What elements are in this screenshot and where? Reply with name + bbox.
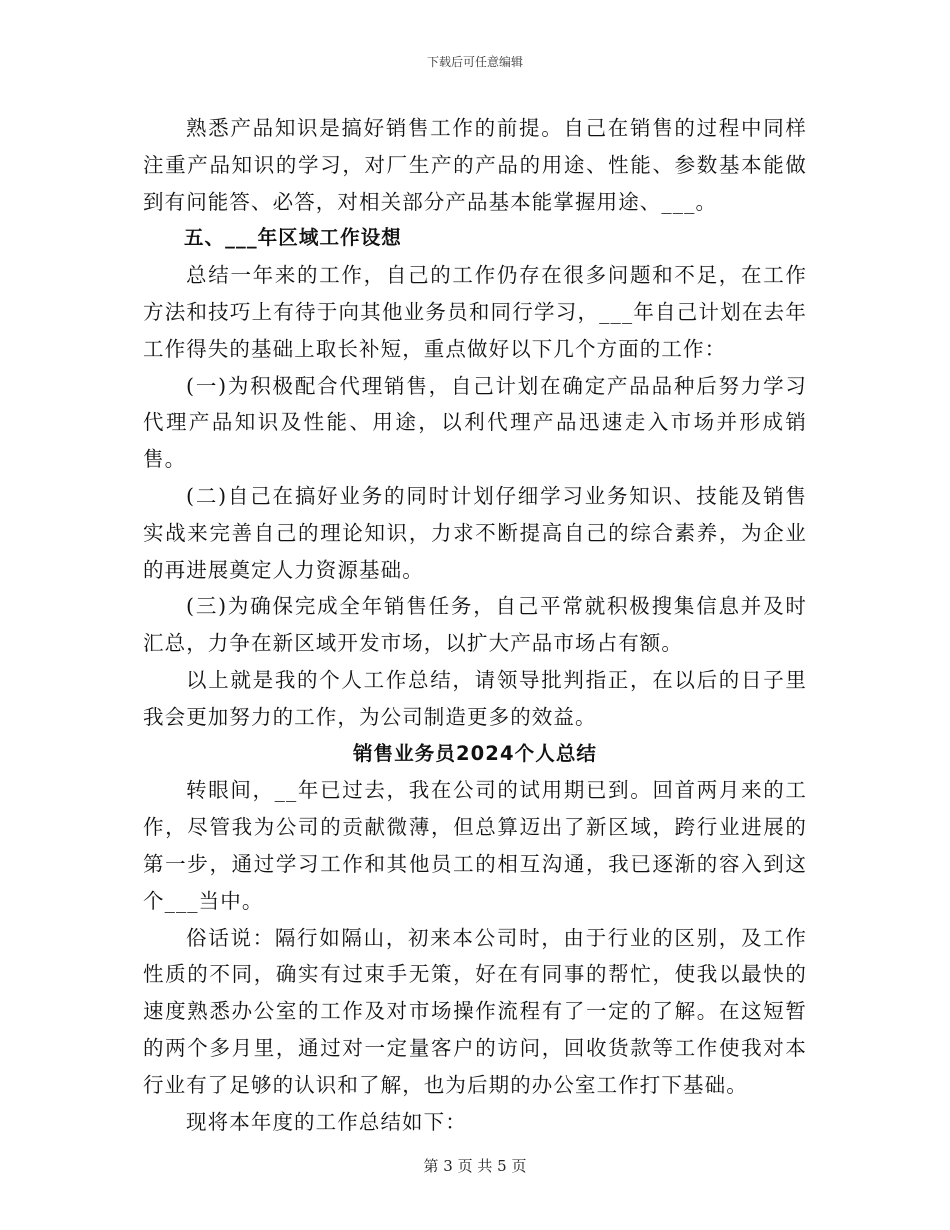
paragraph-closing: 以上就是我的个人工作总结，请领导批判指正，在以后的日子里我会更加努力的工作，为公司制造更多的效益。 — [143, 667, 807, 729]
paragraph-proverb: 俗话说：隔行如隔山，初来本公司时，由于行业的区别，及工作性质的不同，确实有过束手无策，好在有同事的帮忙，使我以最快的速度熟悉办公室的工作及对市场操作流程有了一定的了解。在这短暂的两个多月里，通过对一定量客户的访问，回收货款等工作使我对本行业有了足够的认识和了解，也为后期的办公室工作打下基础。 — [143, 925, 807, 1097]
paragraph-plan-item-1: (一)为积极配合代理销售，自己计划在确定产品品种后努力学习代理产品知识及性能、用途，以利代理产品迅速走入市场并形成销售。 — [143, 373, 807, 472]
page-number-footer: 第 3 页 共 5 页 — [423, 1157, 527, 1175]
page-header-note: 下载后可任意编辑 — [426, 55, 523, 69]
paragraph-plan-item-3: (三)为确保完成全年销售任务，自己平常就积极搜集信息并及时汇总，力争在新区域开发市场，以扩大产品市场占有额。 — [143, 594, 807, 656]
paragraph-intro: 转眼间，__年已过去，我在公司的试用期已到。回首两月来的工作，尽管我为公司的贡献微薄，但总算迈出了新区域，跨行业进展的第一步，通过学习工作和其他员工的相互沟通，我已逐渐的容入到这个___当中。 — [143, 778, 807, 913]
document-title: 销售业务员2024个人总结 — [352, 741, 598, 765]
paragraph-summary-lead: 现将本年度的工作总结如下： — [186, 1109, 467, 1134]
paragraph-year-summary: 总结一年来的工作，自己的工作仍存在很多问题和不足，在工作方法和技巧上有待于向其他业务员和同行学习，___年自己计划在去年工作得失的基础上取长补短，重点做好以下几个方面的工作： — [143, 263, 807, 361]
section-heading-regional-plan: 五、___年区域工作设想 — [183, 226, 402, 250]
paragraph-product-knowledge: 熟悉产品知识是搞好销售工作的前提。自己在销售的过程中同样注重产品知识的学习，对厂生产的产品的用途、性能、参数基本能做到有问能答、必答，对相关部分产品基本能掌握用途、___。 — [143, 116, 807, 214]
paragraph-plan-item-2: (二)自己在搞好业务的同时计划仔细学习业务知识、技能及销售实战来完善自己的理论知识，力求不断提高自己的综合素养，为企业的再进展奠定人力资源基础。 — [143, 483, 807, 582]
document-body — [143, 110, 807, 1140]
